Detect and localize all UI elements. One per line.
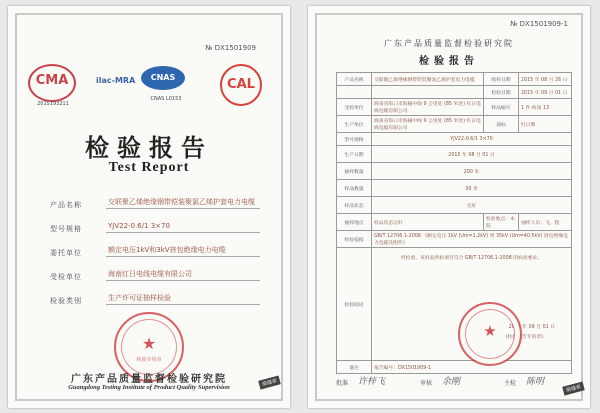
table-cell: 200 米 (372, 163, 572, 180)
table-cell: 检验依据 (337, 231, 372, 248)
report-cover-page (8, 6, 290, 408)
field-row (50, 196, 260, 220)
table-row (337, 214, 572, 231)
cal-logo: CAL (220, 64, 262, 106)
table-cell: 30 米 (372, 180, 572, 197)
reviewer-signature: 余刚 (442, 377, 461, 387)
table-cell: 生产日期 (337, 146, 372, 163)
table-cell: 交联聚乙烯绝缘钢带铠装聚氯乙烯护套电力电缆 (372, 73, 484, 86)
table-cell: 2015 年 09 月 01 日 (519, 86, 572, 99)
field-value: YJV22-0.6/1 3×70 (106, 220, 260, 233)
table-cell (372, 86, 484, 99)
approver-label: 批准 (336, 380, 349, 387)
table-cell: 1 件·海南 13 (519, 99, 572, 116)
field-value: 生产许可证抽样检验 (106, 292, 260, 305)
field-label: 委托单位 (50, 249, 82, 257)
cma-logo: CMA (28, 64, 76, 102)
seam-seal-tag: 骑缝章 (258, 375, 281, 389)
table-row (337, 248, 572, 361)
conclusion-stamp (458, 302, 522, 366)
table-cell: 红日牌 (519, 116, 572, 133)
table-cell: 备注 (337, 361, 372, 374)
report-number: № DX1501909 (205, 44, 256, 52)
table-cell: 抽样数量 (337, 163, 372, 180)
table-cell: GB/T 12706.1-2008 《额定电压 1kV (Um=1.2kV) 到 35kV (Um=40.5kV) 挤包绝缘电力电缆及附件》 (372, 231, 572, 248)
field-label: 产品名称 (50, 201, 82, 209)
inspector-signature: 陈明 (526, 377, 545, 387)
institute-name-cn: 广东产品质量监督检验研究院 (71, 374, 227, 385)
stamp-star-icon: ★ (483, 322, 497, 340)
table-cell: 报告编号：DX1501909-1 (372, 361, 572, 374)
table-cell: 受检单位 (337, 99, 372, 116)
table-cell: 产品名称 (337, 73, 372, 86)
conclusion-seal-note: (检验报告专用章) (505, 335, 543, 340)
table-cell: 收样日期 (484, 73, 519, 86)
stamp-text: 检验专用章 (136, 357, 162, 363)
table-row (337, 163, 572, 180)
table-cell: 检验日期 (484, 86, 519, 99)
table-row (337, 116, 572, 133)
table-cell: 海南省海口市海榆中线 9 公里处 (85 米处) 红日电线电缆有限公司 (372, 116, 484, 133)
field-label: 检验类别 (50, 297, 82, 305)
report-title-cn: 检验报告 (419, 56, 479, 67)
field-value: 海南红日电线电缆有限公司 (106, 268, 260, 281)
report-number: № DX1501909-1 (510, 20, 568, 28)
table-row (337, 99, 572, 116)
table-cell (337, 86, 372, 99)
reviewer-label: 审核 (420, 380, 433, 387)
table-cell: 完好 (372, 197, 572, 214)
cnas-number: CNAS L0153 (150, 96, 182, 102)
table-cell: 检验地点：本院 (484, 214, 519, 231)
report-detail-table (336, 72, 572, 374)
table-cell: 样品数量 (337, 180, 372, 197)
report-detail-page (308, 6, 590, 408)
field-label: 型号规格 (50, 225, 82, 233)
cma-number: 2015193211 (37, 101, 69, 107)
report-title-en: Test Report (108, 160, 190, 175)
table-row (337, 197, 572, 214)
institute-name-en: Guangdong Testing Institute of Product Quality Supervision (68, 384, 230, 391)
table-cell: 商标 (484, 116, 519, 133)
field-value: 额定电压1kV和3kV挤包绝缘电力电缆 (106, 244, 260, 257)
table-row (337, 180, 572, 197)
table-cell: YJV22-0.6/1 3×70 (372, 133, 572, 146)
field-label: 受检单位 (50, 273, 82, 281)
ilac-mra-logo: ilac-MRA (96, 76, 136, 85)
institute-name-cn: 广东产品质量监督检验研究院 (384, 39, 514, 48)
inspector-label: 主检 (504, 380, 517, 387)
field-row (50, 268, 260, 292)
cnas-logo: CNAS (141, 66, 185, 90)
cover-fields (50, 196, 260, 316)
table-row (337, 146, 572, 163)
field-value: 交联聚乙烯绝缘钢带铠装聚氯乙烯护套电力电缆 (106, 196, 260, 209)
table-cell: 样品状态 (337, 197, 372, 214)
table-cell: 样品编号 (484, 99, 519, 116)
table-cell: 样品状态完好 (372, 214, 484, 231)
stamp-star-icon: ★ (141, 334, 157, 353)
accreditation-logos (28, 64, 276, 116)
table-row (337, 73, 572, 86)
table-cell: 海南省海口市海榆中线 9 公里处 (85 米处) 红日电线电缆有限公司 (372, 99, 484, 116)
table-row (337, 86, 572, 99)
table-cell: 抽样人员：飞、程 (519, 214, 572, 231)
field-row (50, 220, 260, 244)
table-cell: 2015 年 08 月 01 日 (372, 146, 572, 163)
table-cell: 生产单位 (337, 116, 372, 133)
report-title-cn: 检验报告 (85, 133, 213, 162)
table-row (337, 231, 572, 248)
table-cell: 抽样地点 (337, 214, 372, 231)
table-row (337, 361, 572, 374)
table-cell: 2015 年 08 月 26 日 (519, 73, 572, 86)
table-row (337, 133, 572, 146)
conclusion-text: 经检验，该样品所检项目符合 GB/T 12706.1-2008 的标准要求。 (400, 256, 543, 261)
seam-seal-tag: 骑缝章 (562, 381, 585, 395)
field-row (50, 244, 260, 268)
conclusion-date: 2015 年 09 月 01 日 (508, 325, 555, 330)
approver-signature: 许梓飞 (358, 377, 386, 387)
table-cell: 检验结论 (337, 248, 372, 361)
table-cell: 型号规格 (337, 133, 372, 146)
